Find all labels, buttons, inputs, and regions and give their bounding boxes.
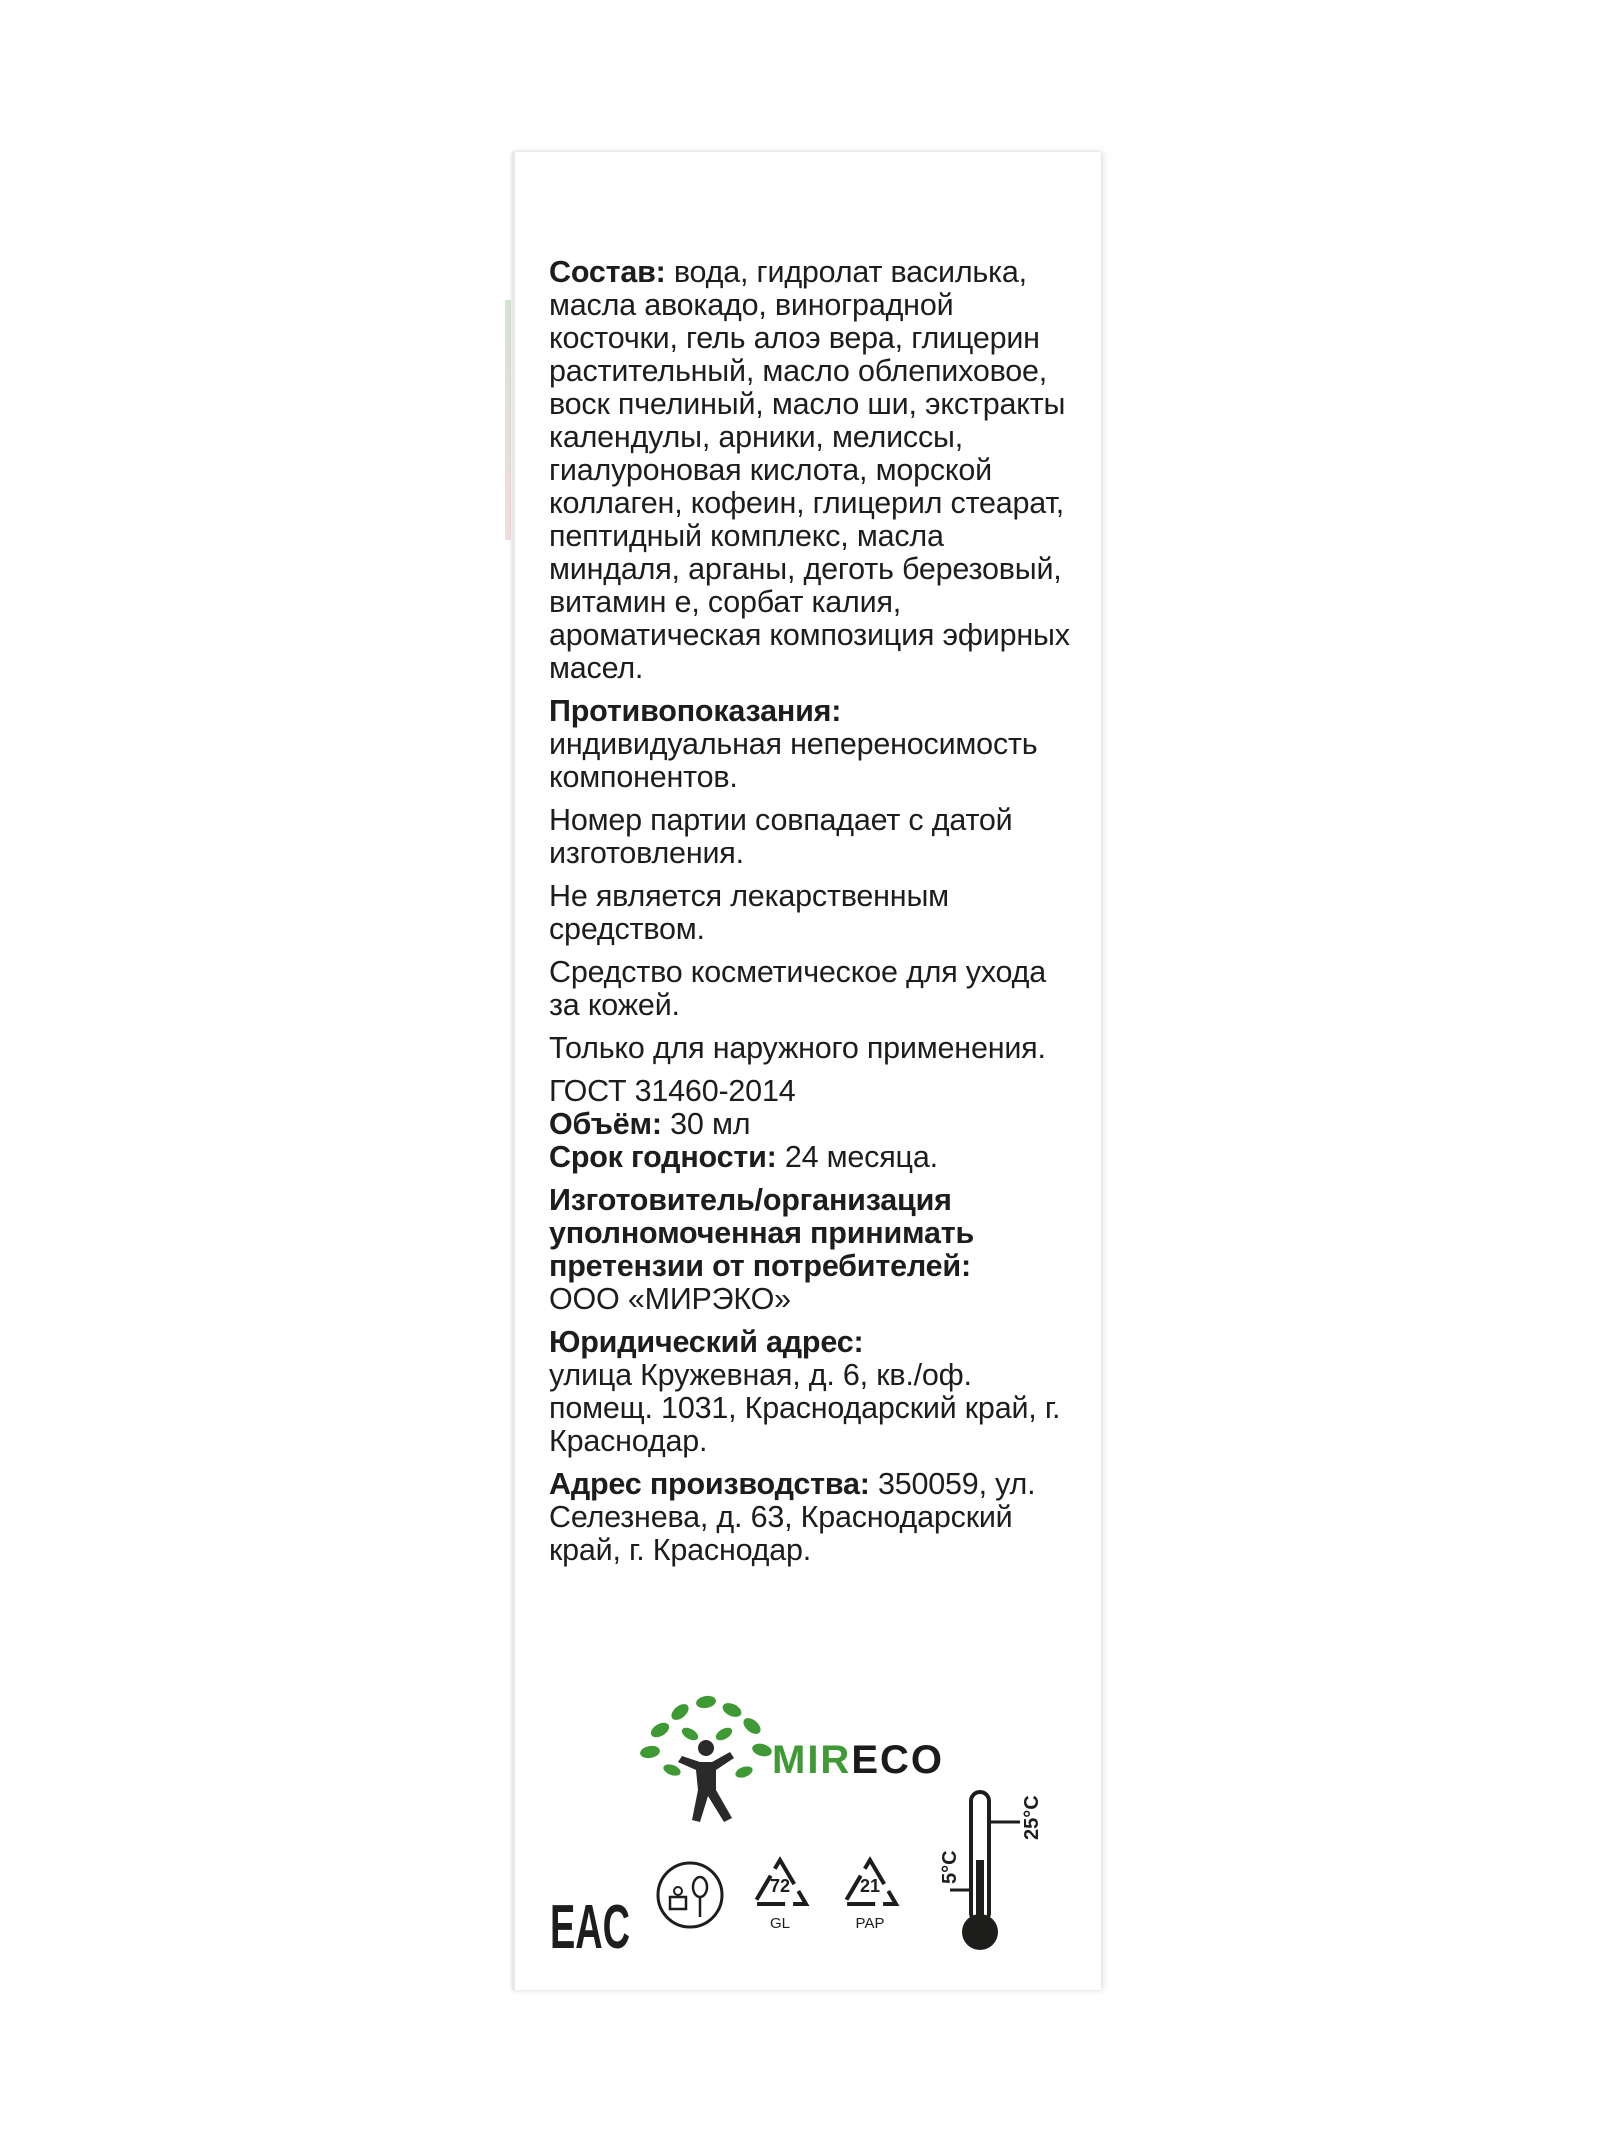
box-left-edge [505, 300, 511, 540]
legal-address: Юридический адрес: улица Кружевная, д. 6, кв./оф. помещ. 1031, Краснодарский край, г. Краснодар. [549, 1325, 1061, 1458]
external-note: Только для наружного применения. [549, 1031, 1046, 1065]
svg-text:PAP: PAP [855, 1915, 885, 1932]
svg-text:GL: GL [769, 1915, 791, 1932]
package-symbols [540, 1780, 1080, 1960]
thermometer-icon [939, 1792, 1043, 1950]
food-contact-icon [658, 1863, 722, 1927]
shelf-life: Срок годности: 24 месяца. [549, 1140, 938, 1174]
batch-note: Номер партии совпадает с датой изготовления. [549, 803, 1013, 870]
not-drug-note: Не является лекарственным средством. [549, 879, 949, 946]
svg-text:5°C: 5°C [939, 1850, 961, 1884]
svg-text:EAC: EAC [550, 1893, 630, 1960]
volume: Объём: 30 мл [549, 1107, 751, 1141]
cosmetic-note: Средство косметическое для ухода за кожей. [549, 955, 1046, 1022]
gost: ГОСТ 31460-2014 [549, 1074, 796, 1108]
brand-logo: MIRECO [772, 1738, 945, 1782]
contraindications: Противопоказания: индивидуальная непереносимость компонентов. [549, 694, 1038, 794]
label-text [549, 256, 1079, 1577]
manufacturer: Изготовитель/организация уполномоченная принимать претензии от потребителей: ООО «МИРЭКО» [549, 1183, 975, 1316]
eac-mark-icon [550, 1893, 630, 1960]
svg-text:21: 21 [859, 1876, 881, 1896]
svg-text:72: 72 [769, 1876, 791, 1896]
recycle-paper-icon [844, 1860, 896, 1932]
composition: Состав: вода, гидролат василька, масла авокадо, виноградной косточки, гель алоэ вера, глицерин растительный, масло облепиховое, воск пчелиный, масло ши, экстракты календулы, арники, мелиссы, гиалуроновая кислота, морской коллаген, кофеин, глицерил стеарат, пептидный комплекс, масла миндаля, арганы, деготь березовый, витамин е, сорбат калия, ароматическая композиция эфирных масел. [549, 255, 1070, 685]
svg-text:25°C: 25°C [1021, 1795, 1043, 1840]
production-address: Адрес производства: 350059, ул. Селезнева, д. 63, Краснодарский край, г. Краснодар. [549, 1467, 1036, 1567]
recycle-glass-icon [754, 1860, 806, 1932]
